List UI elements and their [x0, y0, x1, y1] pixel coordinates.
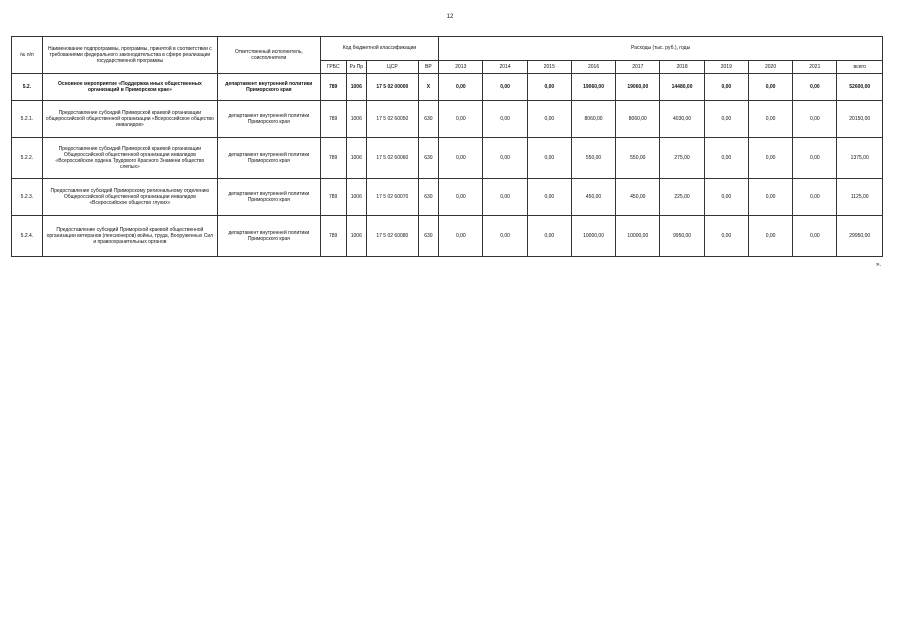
- row-rzpr: 1006: [346, 179, 367, 216]
- header-code-csr: ЦСР: [367, 61, 418, 74]
- row-value: 450,00: [616, 179, 660, 216]
- row-name: Предоставление субсидий Приморской краевой общественной организации ветеранов (пенсионеров) войны, труда, Вооруженных Сил и правоохранительных органов: [42, 216, 217, 257]
- row-num: 5.2.4.: [12, 216, 43, 257]
- row-vr: 630: [418, 138, 439, 179]
- header-year: 2016: [571, 61, 615, 74]
- header-year: 2021: [793, 61, 837, 74]
- row-executor: департамент внутренней политики Приморского края: [217, 101, 320, 138]
- row-grbs: 789: [320, 216, 346, 257]
- header-code-group: Код бюджетной классификации: [320, 37, 438, 61]
- row-csr: 17 5 02 00000: [367, 74, 418, 101]
- row-value: 0,00: [527, 216, 571, 257]
- row-value: 0,00: [527, 74, 571, 101]
- table-row: [12, 74, 883, 101]
- row-num: 5.2.2.: [12, 138, 43, 179]
- row-csr: 17 5 02 60070: [367, 179, 418, 216]
- row-grbs: 789: [320, 101, 346, 138]
- row-value: 550,00: [571, 138, 615, 179]
- row-value: 0,00: [748, 101, 792, 138]
- row-executor: департамент внутренней политики Приморского края: [217, 179, 320, 216]
- row-value: 14480,00: [660, 74, 704, 101]
- row-value: 450,00: [571, 179, 615, 216]
- header-expenses: Расходы (тыс. руб.), годы: [439, 37, 883, 61]
- page-number: 12: [446, 14, 454, 20]
- header-num: № п/п: [12, 37, 43, 74]
- header-code-grbs: ГРБС: [320, 61, 346, 74]
- row-value: 0,00: [748, 74, 792, 101]
- row-value: 0,00: [527, 101, 571, 138]
- row-executor: департамент внутренней политики Приморского края: [217, 138, 320, 179]
- row-value: 550,00: [616, 138, 660, 179]
- corner-mark: ».: [876, 262, 882, 268]
- row-value: 10000,00: [571, 216, 615, 257]
- row-value: 19060,00: [616, 74, 660, 101]
- row-value: 0,00: [704, 74, 748, 101]
- row-value: 0,00: [439, 179, 483, 216]
- row-vr: 630: [418, 179, 439, 216]
- row-executor: департамент внутренней политики Приморского края: [217, 74, 320, 101]
- row-value: 0,00: [439, 74, 483, 101]
- header-name: Наименование подпрограммы, программы, принятой в соответствии с требованиями федерального законодательства в сфере реализации государственной программы: [42, 37, 217, 74]
- header-code-rzpr: Рз Пр: [346, 61, 367, 74]
- row-value: 0,00: [748, 216, 792, 257]
- row-value: 0,00: [527, 179, 571, 216]
- budget-table: [11, 36, 883, 257]
- row-rzpr: 1006: [346, 138, 367, 179]
- row-grbs: 789: [320, 74, 346, 101]
- row-value: 8060,00: [616, 101, 660, 138]
- table-row: [12, 179, 883, 216]
- row-value: 8060,00: [571, 101, 615, 138]
- row-value: 0,00: [704, 138, 748, 179]
- header-total: всего: [837, 61, 883, 74]
- header-year: 2015: [527, 61, 571, 74]
- row-value: 0,00: [793, 74, 837, 101]
- row-csr: 17 5 02 60080: [367, 216, 418, 257]
- header-year: 2017: [616, 61, 660, 74]
- row-value: 9950,00: [660, 216, 704, 257]
- row-value: 0,00: [793, 216, 837, 257]
- row-total: 29950,00: [837, 216, 883, 257]
- row-total: 20150,00: [837, 101, 883, 138]
- row-value: 0,00: [483, 74, 527, 101]
- row-value: 0,00: [793, 179, 837, 216]
- row-value: 0,00: [704, 179, 748, 216]
- row-grbs: 789: [320, 179, 346, 216]
- row-name: Основное мероприятие «Поддержка иных общественных организаций в Приморском крае»: [42, 74, 217, 101]
- row-value: 0,00: [704, 101, 748, 138]
- row-name: Предоставление субсидий Приморской краевой организации Общероссийской общественной организации инвалидов «Всероссийское ордена Трудового Красного Знамени общество слепых»: [42, 138, 217, 179]
- header-year: 2013: [439, 61, 483, 74]
- row-rzpr: 1006: [346, 216, 367, 257]
- header-year: 2014: [483, 61, 527, 74]
- header-year: 2020: [748, 61, 792, 74]
- row-num: 5.2.1.: [12, 101, 43, 138]
- table-row: [12, 216, 883, 257]
- table-row: [12, 138, 883, 179]
- row-total: 1125,00: [837, 179, 883, 216]
- header-year: 2018: [660, 61, 704, 74]
- row-value: 0,00: [793, 138, 837, 179]
- row-grbs: 789: [320, 138, 346, 179]
- header-executor: Ответственный исполнитель, соисполнители: [217, 37, 320, 74]
- row-csr: 17 5 02 60050: [367, 101, 418, 138]
- row-name: Предоставление субсидий Приморскому региональному отделению Общероссийской общественной организации инвалидов «Всероссийское общество глухих»: [42, 179, 217, 216]
- row-vr: 630: [418, 101, 439, 138]
- row-value: 275,00: [660, 138, 704, 179]
- header-row: [12, 37, 883, 61]
- row-value: 0,00: [439, 138, 483, 179]
- header-year: 2019: [704, 61, 748, 74]
- row-value: 10000,00: [616, 216, 660, 257]
- row-num: 5.2.: [12, 74, 43, 101]
- table-row: [12, 101, 883, 138]
- row-value: 0,00: [527, 138, 571, 179]
- row-value: 4030,00: [660, 101, 704, 138]
- row-vr: Х: [418, 74, 439, 101]
- row-rzpr: 1006: [346, 74, 367, 101]
- row-rzpr: 1006: [346, 101, 367, 138]
- row-value: 0,00: [483, 101, 527, 138]
- row-value: 0,00: [483, 179, 527, 216]
- row-value: 225,00: [660, 179, 704, 216]
- row-value: 0,00: [483, 138, 527, 179]
- row-value: 0,00: [748, 179, 792, 216]
- row-executor: департамент внутренней политики Приморского края: [217, 216, 320, 257]
- row-value: 0,00: [439, 216, 483, 257]
- header-code-vr: ВР: [418, 61, 439, 74]
- row-value: 0,00: [793, 101, 837, 138]
- row-vr: 630: [418, 216, 439, 257]
- row-value: 0,00: [483, 216, 527, 257]
- row-value: 0,00: [704, 216, 748, 257]
- row-total: 1375,00: [837, 138, 883, 179]
- row-csr: 17 5 02 60060: [367, 138, 418, 179]
- row-value: 0,00: [748, 138, 792, 179]
- row-name: Предоставление субсидий Приморской краевой организации общероссийской общественной организации «Всероссийское общество инвалидов»: [42, 101, 217, 138]
- row-total: 52600,00: [837, 74, 883, 101]
- row-num: 5.2.3.: [12, 179, 43, 216]
- row-value: 0,00: [439, 101, 483, 138]
- row-value: 19060,00: [571, 74, 615, 101]
